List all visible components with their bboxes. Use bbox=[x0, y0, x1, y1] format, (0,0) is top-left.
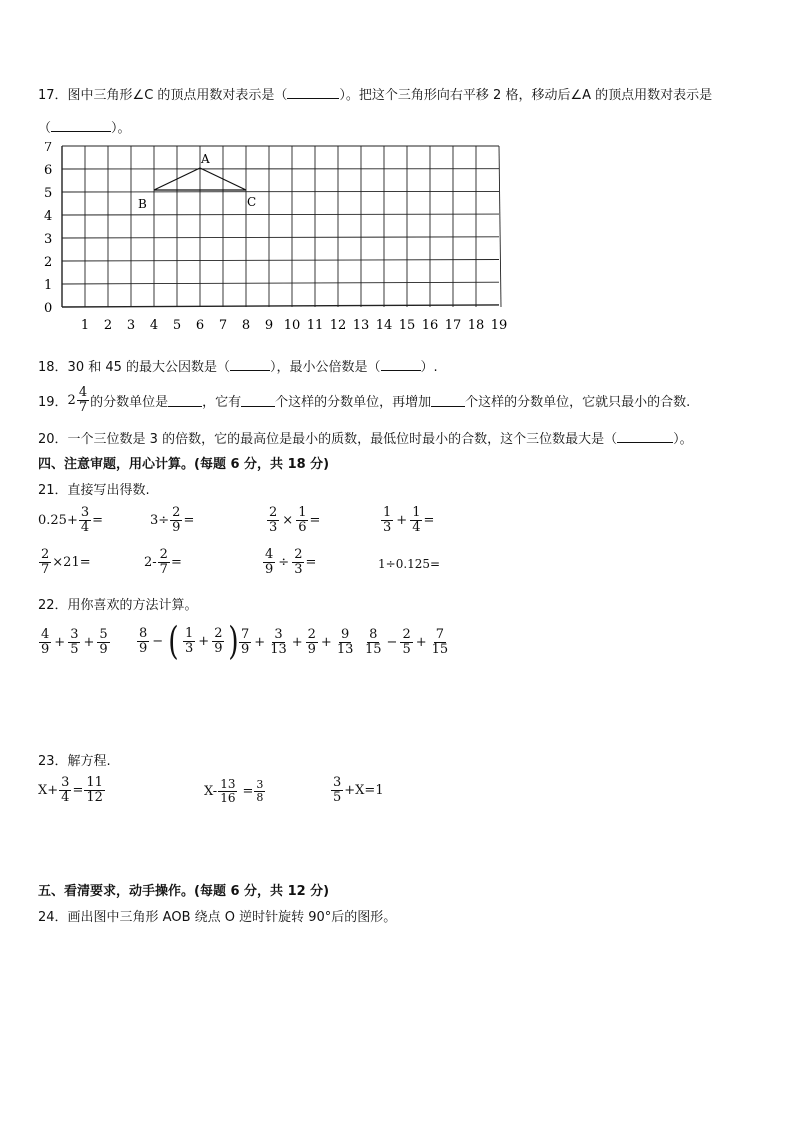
y-tick-label: 3 bbox=[44, 232, 53, 247]
y-tick-label: 5 bbox=[44, 186, 53, 201]
grid-horizontal-line bbox=[62, 282, 499, 284]
grid-horizontal-line bbox=[62, 237, 499, 238]
q23-title: 23．解方程. bbox=[38, 754, 111, 769]
grid-vertical-line bbox=[499, 146, 501, 307]
q20-line: 20．一个三位数是 3 的倍数，它的最高位是最小的质数，最低位时最小的合数，这个三位数最大是（ ）。 bbox=[38, 432, 693, 447]
x-tick-label: 13 bbox=[352, 318, 370, 332]
q23-equation-2: X- $\frac{13}{16}$ = $\frac{3}{8}$ bbox=[204, 777, 264, 805]
point-label-b: B bbox=[138, 197, 147, 211]
x-tick-label: 7 bbox=[218, 318, 228, 332]
x-tick-label: 8 bbox=[241, 318, 251, 332]
x-tick-label: 12 bbox=[329, 318, 347, 332]
q24-text: 24．画出图中三角形 AOB 绕点 O 逆时针旋转 90°后的图形。 bbox=[38, 910, 397, 925]
coordinate-grid bbox=[38, 142, 508, 332]
answer-blank[interactable] bbox=[168, 394, 202, 407]
q23-equation-1: X+ $\frac{3}{4}$ = $\frac{11}{12}$ bbox=[38, 775, 103, 805]
q23-equation-3: $\frac{3}{5}$ +X=1 bbox=[333, 775, 384, 805]
x-tick-label: 3 bbox=[126, 318, 136, 332]
q22-expr-3: $\frac{7}{9}$ + $\frac{3}{13}$ + $\frac{2}{9}$ + $\frac{9}{13}$ bbox=[241, 627, 354, 657]
section-four-heading: 四、注意审题，用心计算。(每题 6 分，共 18 分) bbox=[38, 457, 330, 472]
x-tick-label: 5 bbox=[172, 318, 182, 332]
y-tick-label: 0 bbox=[44, 301, 53, 316]
q22-expr-4: $\frac{8}{15}$ − $\frac{2}{5}$ + $\frac{7}{15}$ bbox=[365, 627, 449, 657]
point-label-a: A bbox=[201, 152, 210, 166]
x-tick-label: 11 bbox=[306, 318, 324, 332]
answer-blank[interactable] bbox=[51, 119, 111, 132]
x-tick-label: 18 bbox=[467, 318, 485, 332]
y-tick-label: 4 bbox=[44, 209, 53, 224]
q22-expr-2: $\frac{8}{9}$ − ( $\frac{1}{3}$ + $\frac{2}{9}$ ) bbox=[139, 619, 240, 663]
grid-horizontal-line bbox=[62, 305, 499, 307]
q21-title: 21．直接写出得数. bbox=[38, 483, 150, 498]
coordinate-grid-figure bbox=[38, 142, 508, 332]
x-tick-label: 17 bbox=[444, 318, 462, 332]
x-tick-label: 19 bbox=[490, 318, 508, 332]
x-tick-label: 6 bbox=[195, 318, 205, 332]
x-tick-label: 16 bbox=[421, 318, 439, 332]
answer-blank[interactable] bbox=[230, 358, 270, 371]
x-axis-labels bbox=[81, 318, 507, 332]
x-tick-label: 9 bbox=[264, 318, 274, 332]
section-five-heading: 五、看清要求，动手操作。(每题 6 分，共 12 分) bbox=[38, 884, 330, 899]
x-tick-label: 4 bbox=[149, 318, 159, 332]
q21-expr-3: $\frac{2}{3}$ × $\frac{1}{6}$ = bbox=[269, 505, 321, 535]
y-tick-label: 2 bbox=[44, 255, 53, 270]
answer-blank[interactable] bbox=[431, 394, 465, 407]
grid-horizontal-line bbox=[62, 260, 499, 262]
answer-blank[interactable] bbox=[287, 86, 339, 99]
grid-horizontal-line bbox=[62, 191, 499, 192]
q21-expr-8: 1÷0.125= bbox=[378, 557, 441, 571]
x-tick-label: 1 bbox=[80, 318, 90, 332]
x-tick-label: 15 bbox=[398, 318, 416, 332]
answer-blank[interactable] bbox=[617, 430, 673, 443]
y-axis-labels bbox=[44, 142, 52, 316]
y-tick-label: 1 bbox=[44, 278, 53, 293]
q21-expr-6: 2- $\frac{2}{7}$ = bbox=[144, 547, 182, 577]
q21-expr-1: 0.25+ $\frac{3}{4}$ = bbox=[38, 505, 104, 535]
x-tick-label: 10 bbox=[283, 318, 301, 332]
q17-line2: （ ）。 bbox=[38, 121, 131, 136]
q21-expr-4: $\frac{1}{3}$ + $\frac{1}{4}$ = bbox=[383, 505, 435, 535]
q21-expr-5: $\frac{2}{7}$ ×21= bbox=[41, 547, 91, 577]
y-tick-label: 6 bbox=[44, 163, 53, 178]
grid-lines bbox=[62, 146, 501, 307]
point-label-c: C bbox=[247, 195, 257, 209]
q21-expr-2: 3÷ $\frac{2}{9}$ = bbox=[150, 505, 195, 535]
q22-title: 22．用你喜欢的方法计算。 bbox=[38, 598, 198, 613]
answer-blank[interactable] bbox=[381, 358, 421, 371]
q18-line: 18．30 和 45 的最大公因数是（ ），最小公倍数是（ ）. bbox=[38, 360, 438, 375]
mixed-fraction: $\frac{4}{7}$ bbox=[78, 385, 88, 415]
q21-expr-7: $\frac{4}{9}$ ÷ $\frac{2}{3}$ = bbox=[265, 547, 317, 577]
grid-horizontal-line bbox=[62, 214, 499, 215]
y-tick-label: 7 bbox=[44, 142, 53, 155]
q17-line1: 17．图中三角形∠C 的顶点用数对表示是（ ）。把这个三角形向右平移 2 格，移动后∠A 的顶点用数对表示是 bbox=[38, 88, 713, 103]
x-tick-label: 2 bbox=[103, 318, 113, 332]
x-tick-label: 14 bbox=[375, 318, 393, 332]
answer-blank[interactable] bbox=[241, 394, 275, 407]
q19-line: 19． 2 $\frac{4}{7}$ 的分数单位是 ，它有 个这样的分数单位，再增加 个这样的分数单位，它就只最小的合数. bbox=[38, 385, 691, 415]
q22-expr-1: $\frac{4}{9}$ + $\frac{3}{5}$ + $\frac{5}{9}$ bbox=[41, 627, 108, 657]
